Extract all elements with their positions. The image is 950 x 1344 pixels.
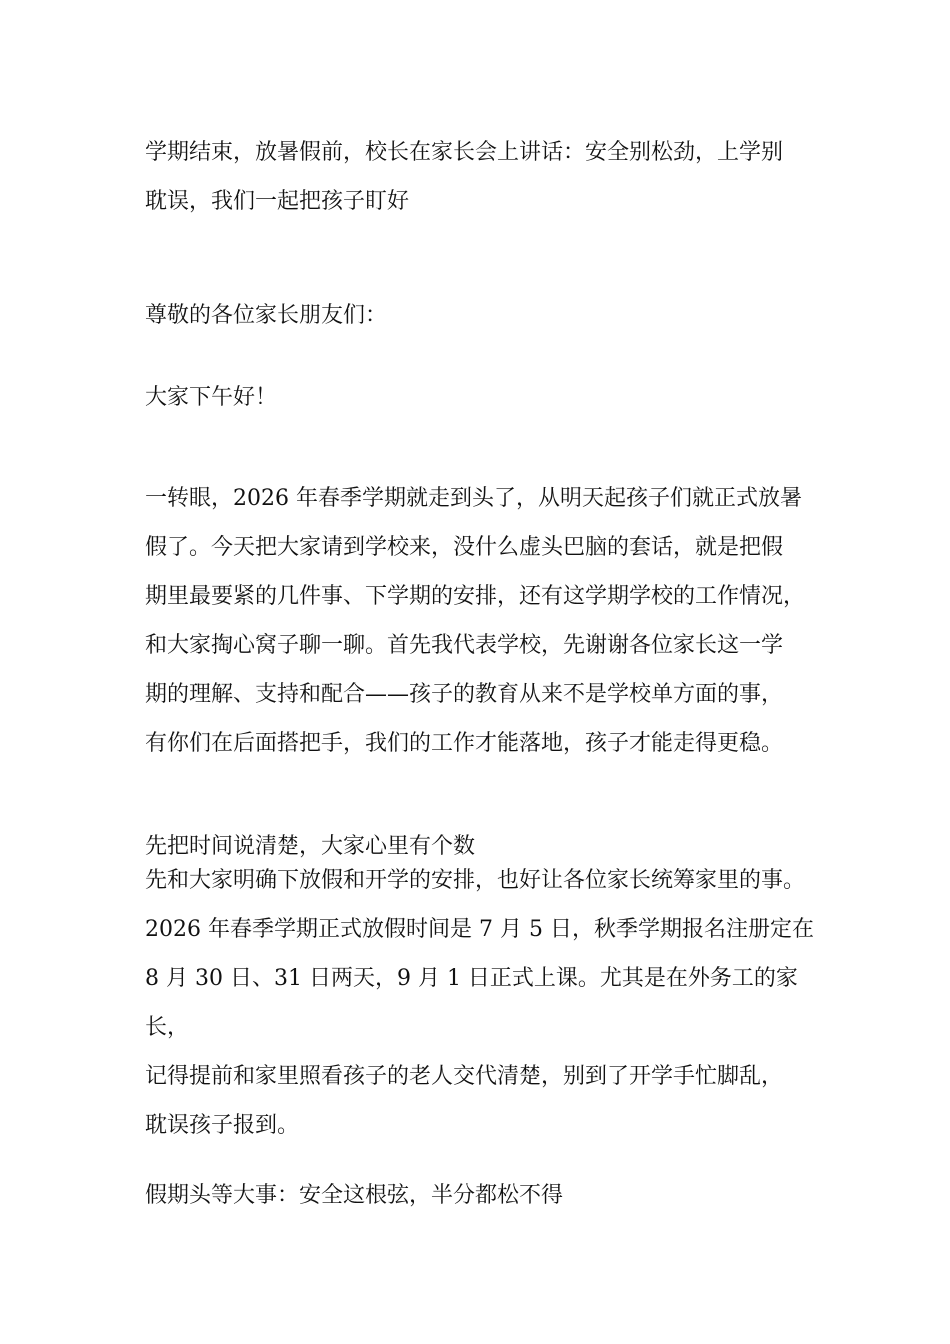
- greeting: 大家下午好！: [145, 385, 278, 410]
- salutation: 尊敬的各位家长朋友们：: [145, 303, 388, 328]
- section-heading-schedule: 先把时间说清楚，大家心里有个数: [145, 834, 476, 859]
- schedule-paragraph: 先和大家明确下放假和开学的安排，也好让各位家长统筹家里的事。 2026 年春季学期正式放假时间是 7 月 5 日，秋季学期报名注册定在 8 月 30 日、31 日两天，9 月 1 日正式上课。尤其是在外务工的家长， 记得提前和家里照看孩子的老人交代清楚，别到了开学手忙脚乱， 耽误孩子报到。: [145, 868, 814, 1138]
- document-title: 学期结束，放暑假前，校长在家长会上讲话：安全别松劲，上学别 耽误，我们一起把孩子盯好: [145, 140, 784, 214]
- section-heading-safety: 假期头等大事：安全这根弦，半分都松不得: [145, 1183, 564, 1208]
- opening-paragraph: 一转眼，2026 年春季学期就走到头了，从明天起孩子们就正式放暑 假了。今天把大家请到学校来，没什么虚头巴脑的套话，就是把假 期里最要紧的几件事、下学期的安排，还有这学期学校的工作情况， 和大家掏心窝子聊一聊。首先我代表学校，先谢谢各位家长这一学 期的理解、支持和配合——孩子的教育从来不是学校单方面的事， 有你们在后面搭把手，我们的工作才能落地，孩子才能走得更稳。: [145, 486, 806, 756]
